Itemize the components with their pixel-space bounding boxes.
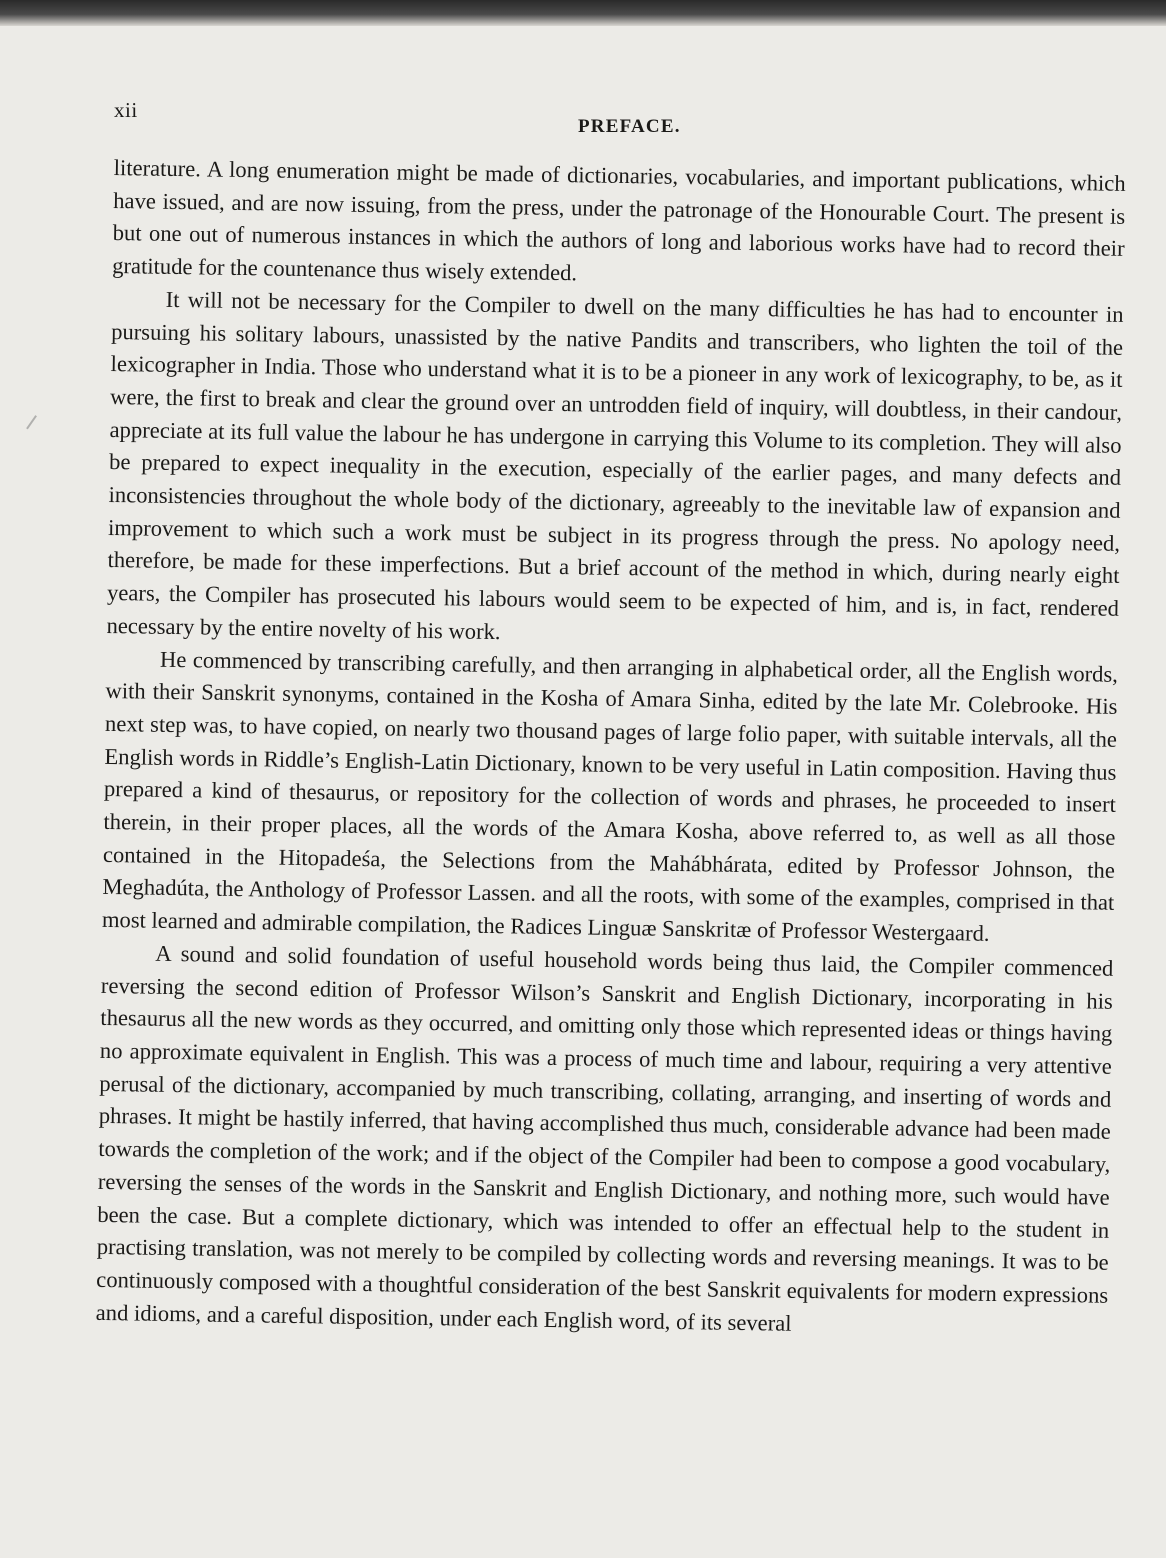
paragraph: He commenced by transcribing carefully, and then arranging in alphabetical order, all the English words, with their Sanskrit synonyms, contained in the Kosha of Amara Sinha, edited by the late Mr. Colebrooke. His next step was, to have copied, on nearly two thousand pages of large folio paper, with suitable intervals, all the English words in Riddle’s English-Latin Dictionary, known to be very useful in Latin composition. Having thus prepared a kind of thesaurus, or repository for the collection of words and phrases, he proceeded to insert therein, in their proper places, all the words of the Amara Kosha, above referred to, as well as all those contained in the Hitopadeśa, the Selections from the Mahábhárata, edited by Professor Johnson, the Meghadúta, the Anthology of Professor Lassen. and all the roots, with some of the examples, comprised in that most learned and admirable compilation, the Radices Linguæ Sanskritæ of Professor Westergaard. — [101, 646, 1119, 947]
paragraph: A sound and solid foundation of useful household words being thus laid, the Compiler commenced reversing the second edition of Professor Wilson’s Sanskrit and English Dictionary, incorporating in his thesaurus all the new words as they occurred, and omitting only those which represented ideas or things having no approximate equivalent in English. This was a process of much time and labour, requiring a very attentive perusal of the dictionary, accompanied by much transcribing, collating, arranging, and inserting of words and phrases. It might be hastily inferred, that having accomplished thus much, considerable advance had been made towards the completion of the work; and if the object of the Compiler had been to compose a good vocabulary, reversing the senses of the words in the Sanskrit and English Dictionary, and nothing more, such would have been the case. But a complete dictionary, which was intended to offer an effectual help to the student in practising translation, was not merely to be compiled by collecting words and reversing meanings. It was to be continuously composed with a thoughtful consideration of the best Sanskrit equivalents for modern expressions and idioms, and a careful disposition, under each English word, of its several — [95, 940, 1114, 1336]
book-page — [0, 26, 1166, 1558]
text-body — [96, 152, 1126, 1345]
paragraph-continuation: literature. A long enumeration might be made of dictionaries, vocabularies, and important publications, which have issued, and are now issuing, from the press, under the patronage of the Honourable Court. The present is but one out of numerous instances in which the authors of long and laborious works have had to record their gratitude for the countenance thus wisely extended. — [112, 154, 1126, 286]
stray-pencil-mark — [26, 415, 42, 433]
page-number: xii — [114, 98, 138, 122]
paragraph: It will not be necessary for the Compiler to dwell on the many difficulties he has had to encounter in pursuing his solitary labours, unassisted by the native Pandits and transcribers, who lighten the toil of the lexicographer in India. Those who understand what it is to be a pioneer in any work of lexicography, to be, as it were, the first to break and clear the ground over an untrodden field of inquiry, will doubtless, in their candour, appreciate at its full value the labour he has undergone in carrying this Volume to its completion. They will also be prepared to expect inequality in the execution, especially of the earlier pages, and many defects and inconsistencies throughout the whole body of the dictionary, agreeably to the inevitable law of expansion and improvement to which such a work must be subject in its progress through the press. No apology need, therefore, be made for these imperfections. But a brief account of the method in which, during nearly eight years, the Compiler has prosecuted his labours would seem to be expected of him, and is, in fact, rendered necessary by the entire novelty of his work. — [106, 286, 1124, 644]
running-head — [0, 26, 1166, 137]
page-title: PREFACE. — [578, 116, 681, 137]
scan-top-shadow — [0, 0, 1166, 26]
